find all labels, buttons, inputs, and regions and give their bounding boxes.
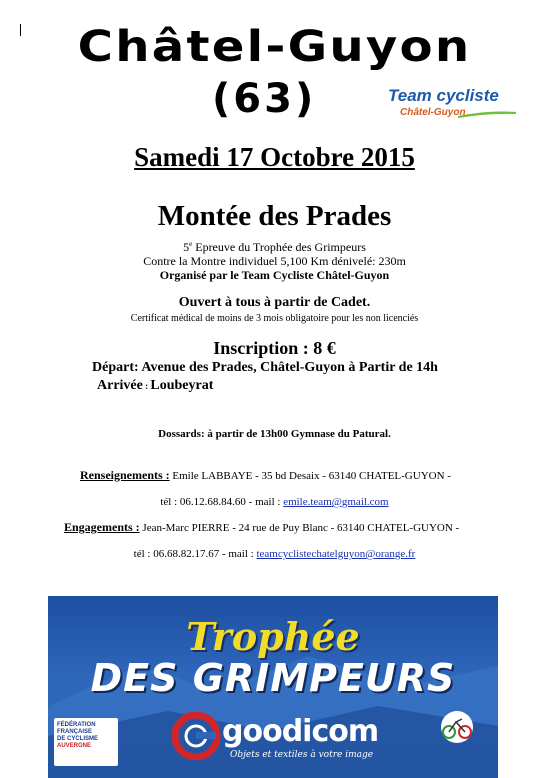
organise-par: Organisé par le Team Cycliste Châtel-Guyon <box>159 268 390 282</box>
team-cycliste-logo <box>388 86 528 122</box>
ffc-line-2: FRANÇAISE <box>57 729 93 735</box>
banner-grimpeurs: DES GRIMPEURS <box>90 656 456 700</box>
renseignements-address: Emile LABBAYE - 35 bd Desaix - 63140 CHATEL-GUYON - <box>169 470 451 482</box>
epreuve-number: 5 <box>183 240 190 254</box>
engagements-line <box>64 520 459 535</box>
arrivee-value: Loubeyrat <box>150 378 214 393</box>
team-logo-town: Châtel-Guyon <box>400 107 466 118</box>
certificat-medical: Certificat médical de moins de 3 mois obligatoire pour les non licenciés <box>130 313 419 324</box>
engagements-email-link[interactable]: teamcyclistechatelguyon@orange.fr <box>256 548 416 560</box>
inscription-price: Inscription : 8 € <box>213 338 336 358</box>
engagements-label: Engagements : <box>64 520 140 534</box>
ffc-line-4: AUVERGNE <box>57 743 92 749</box>
renseignements-tel: tél : 06.12.68.84.60 - mail : <box>160 496 284 508</box>
ffc-logo <box>54 718 118 766</box>
goodicom-logo <box>152 712 382 762</box>
arrivee-label: Arrivée <box>97 378 143 393</box>
comite-cycliste-logo <box>424 710 490 770</box>
comite-text <box>424 744 490 753</box>
event-name: Montée des Prades <box>157 200 392 232</box>
ffc-line-1: FÉDÉRATION <box>57 722 96 728</box>
comite-cyclist-icon <box>438 710 476 744</box>
renseignements-label: Renseignements : <box>80 468 170 482</box>
renseignements-contact <box>0 496 549 508</box>
depart-info: Départ: Avenue des Prades, Châtel-Guyon à Partir de 14h <box>92 360 438 375</box>
engagements-address: Jean-Marc PIERRE - 24 rue de Puy Blanc - 63140 CHATEL-GUYON - <box>139 522 460 534</box>
dossards-info: Dossards: à partir de 13h00 Gymnase du Patural. <box>158 428 391 440</box>
title-department: (63) <box>212 76 317 122</box>
banner-trophee: Trophée <box>186 614 360 659</box>
goodicom-wordmark: goodicom <box>222 714 379 749</box>
epreuve-sup: e <box>189 240 193 248</box>
ouvert-a-tous: Ouvert à tous à partir de Cadet. <box>178 295 371 310</box>
title-town: Châtel-Guyon <box>77 22 472 72</box>
goodicom-tagline: Objets et textiles à votre image <box>230 750 374 760</box>
engagements-contact <box>0 548 549 560</box>
event-date <box>0 142 549 173</box>
epreuve-text: Epreuve du Trophée des Grimpeurs <box>192 240 366 254</box>
renseignements-email-link[interactable]: emile.team@gmail.com <box>283 496 389 508</box>
team-logo-name: Team cycliste <box>388 86 499 105</box>
engagements-tel: tél : 06.68.82.17.67 - mail : <box>133 548 257 560</box>
ffc-line-3: DE CYCLISME <box>57 736 99 742</box>
trophee-banner <box>48 596 498 778</box>
goodicom-swirl-icon <box>170 712 222 760</box>
arrivee-info: Arrivée : Loubeyrat <box>97 378 214 393</box>
renseignements-line <box>80 468 451 483</box>
event-date-text: Samedi 17 Octobre 2015 <box>134 142 415 172</box>
epreuve-line <box>0 240 549 255</box>
contre-la-montre: Contre la Montre individuel 5,100 Km dénivelé: 230m <box>143 254 406 268</box>
team-logo-swoosh-icon <box>458 108 516 118</box>
